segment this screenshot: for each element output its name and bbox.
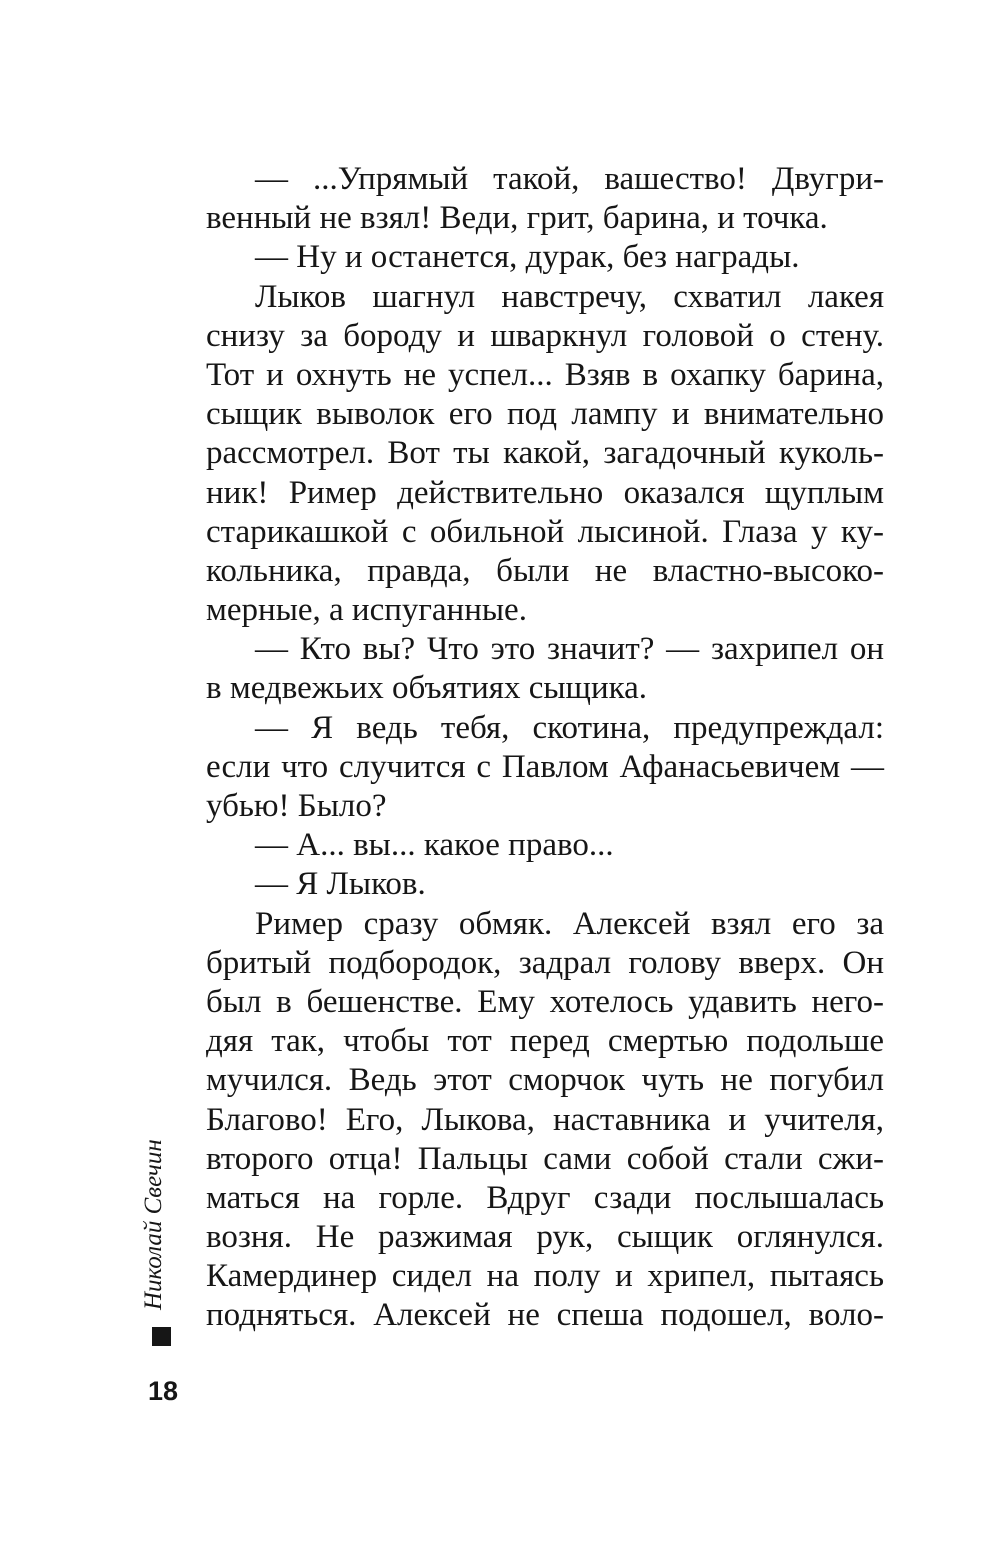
text-line: возня. Не разжимая рук, сыщик оглянулся.: [206, 1219, 884, 1256]
body-text: [206, 160, 884, 1336]
section-marker: [152, 1327, 171, 1346]
running-author: Николай Свечин: [140, 1139, 167, 1310]
text-line: — Я ведь тебя, скотина, предупреждал:: [255, 709, 884, 746]
text-line: был в бешенстве. Ему хотелось удавить него-: [206, 983, 884, 1020]
text-line: мерные, а испуганные.: [206, 592, 527, 629]
text-line: рассмотрел. Вот ты какой, загадочный куколь-: [206, 435, 884, 472]
text-line: — Я Лыков.: [255, 866, 426, 903]
text-line: Благово! Его, Лыкова, наставника и учителя,: [206, 1101, 884, 1138]
text-line: венный не взял! Веди, грит, барина, и точка.: [206, 200, 828, 237]
text-line: второго отца! Пальцы сами собой стали сжи-: [206, 1140, 884, 1177]
text-line: сыщик выволок его под лампу и внимательно: [206, 396, 884, 433]
text-line: — Кто вы? Что это значит? — захрипел он: [255, 631, 884, 668]
text-line: Тот и охнуть не успел... Взяв в охапку барина,: [206, 356, 884, 393]
text-line: мучился. Ведь этот сморчок чуть не погубил: [206, 1062, 884, 1099]
text-line: дяя так, чтобы тот перед смертью подольше: [206, 1023, 884, 1060]
text-line: маться на горле. Вдруг сзади послышалась: [206, 1179, 884, 1216]
text-line: — Ну и останется, дурак, без награды.: [255, 239, 800, 276]
text-line: если что случится с Павлом Афанасьевичем —: [206, 748, 884, 785]
text-line: Ример сразу обмяк. Алексей взял его за: [255, 905, 884, 942]
text-line: бритый подбородок, задрал голову вверх. Он: [206, 944, 884, 981]
text-line: — ...Упрямый такой, вашество! Двугри-: [255, 161, 884, 197]
text-line: — А... вы... какое право...: [255, 827, 614, 864]
text-line: ник! Ример действительно оказался щуплым: [206, 474, 884, 511]
text-line: подняться. Алексей не спеша подошел, воло-: [206, 1297, 884, 1334]
text-line: Лыков шагнул навстречу, схватил лакея: [255, 278, 884, 315]
text-line: кольника, правда, были не властно-высоко-: [206, 552, 884, 589]
text-line: снизу за бороду и шваркнул головой о стену.: [206, 317, 884, 354]
text-line: в медвежьих объятиях сыщика.: [206, 670, 648, 707]
text-line: Камердинер сидел на полу и хрипел, пытаясь: [206, 1258, 884, 1295]
text-line: убью! Было?: [206, 788, 387, 824]
page-number: 18: [148, 1376, 179, 1406]
text-line: старикашкой с обильной лысиной. Глаза у ку-: [206, 513, 884, 550]
